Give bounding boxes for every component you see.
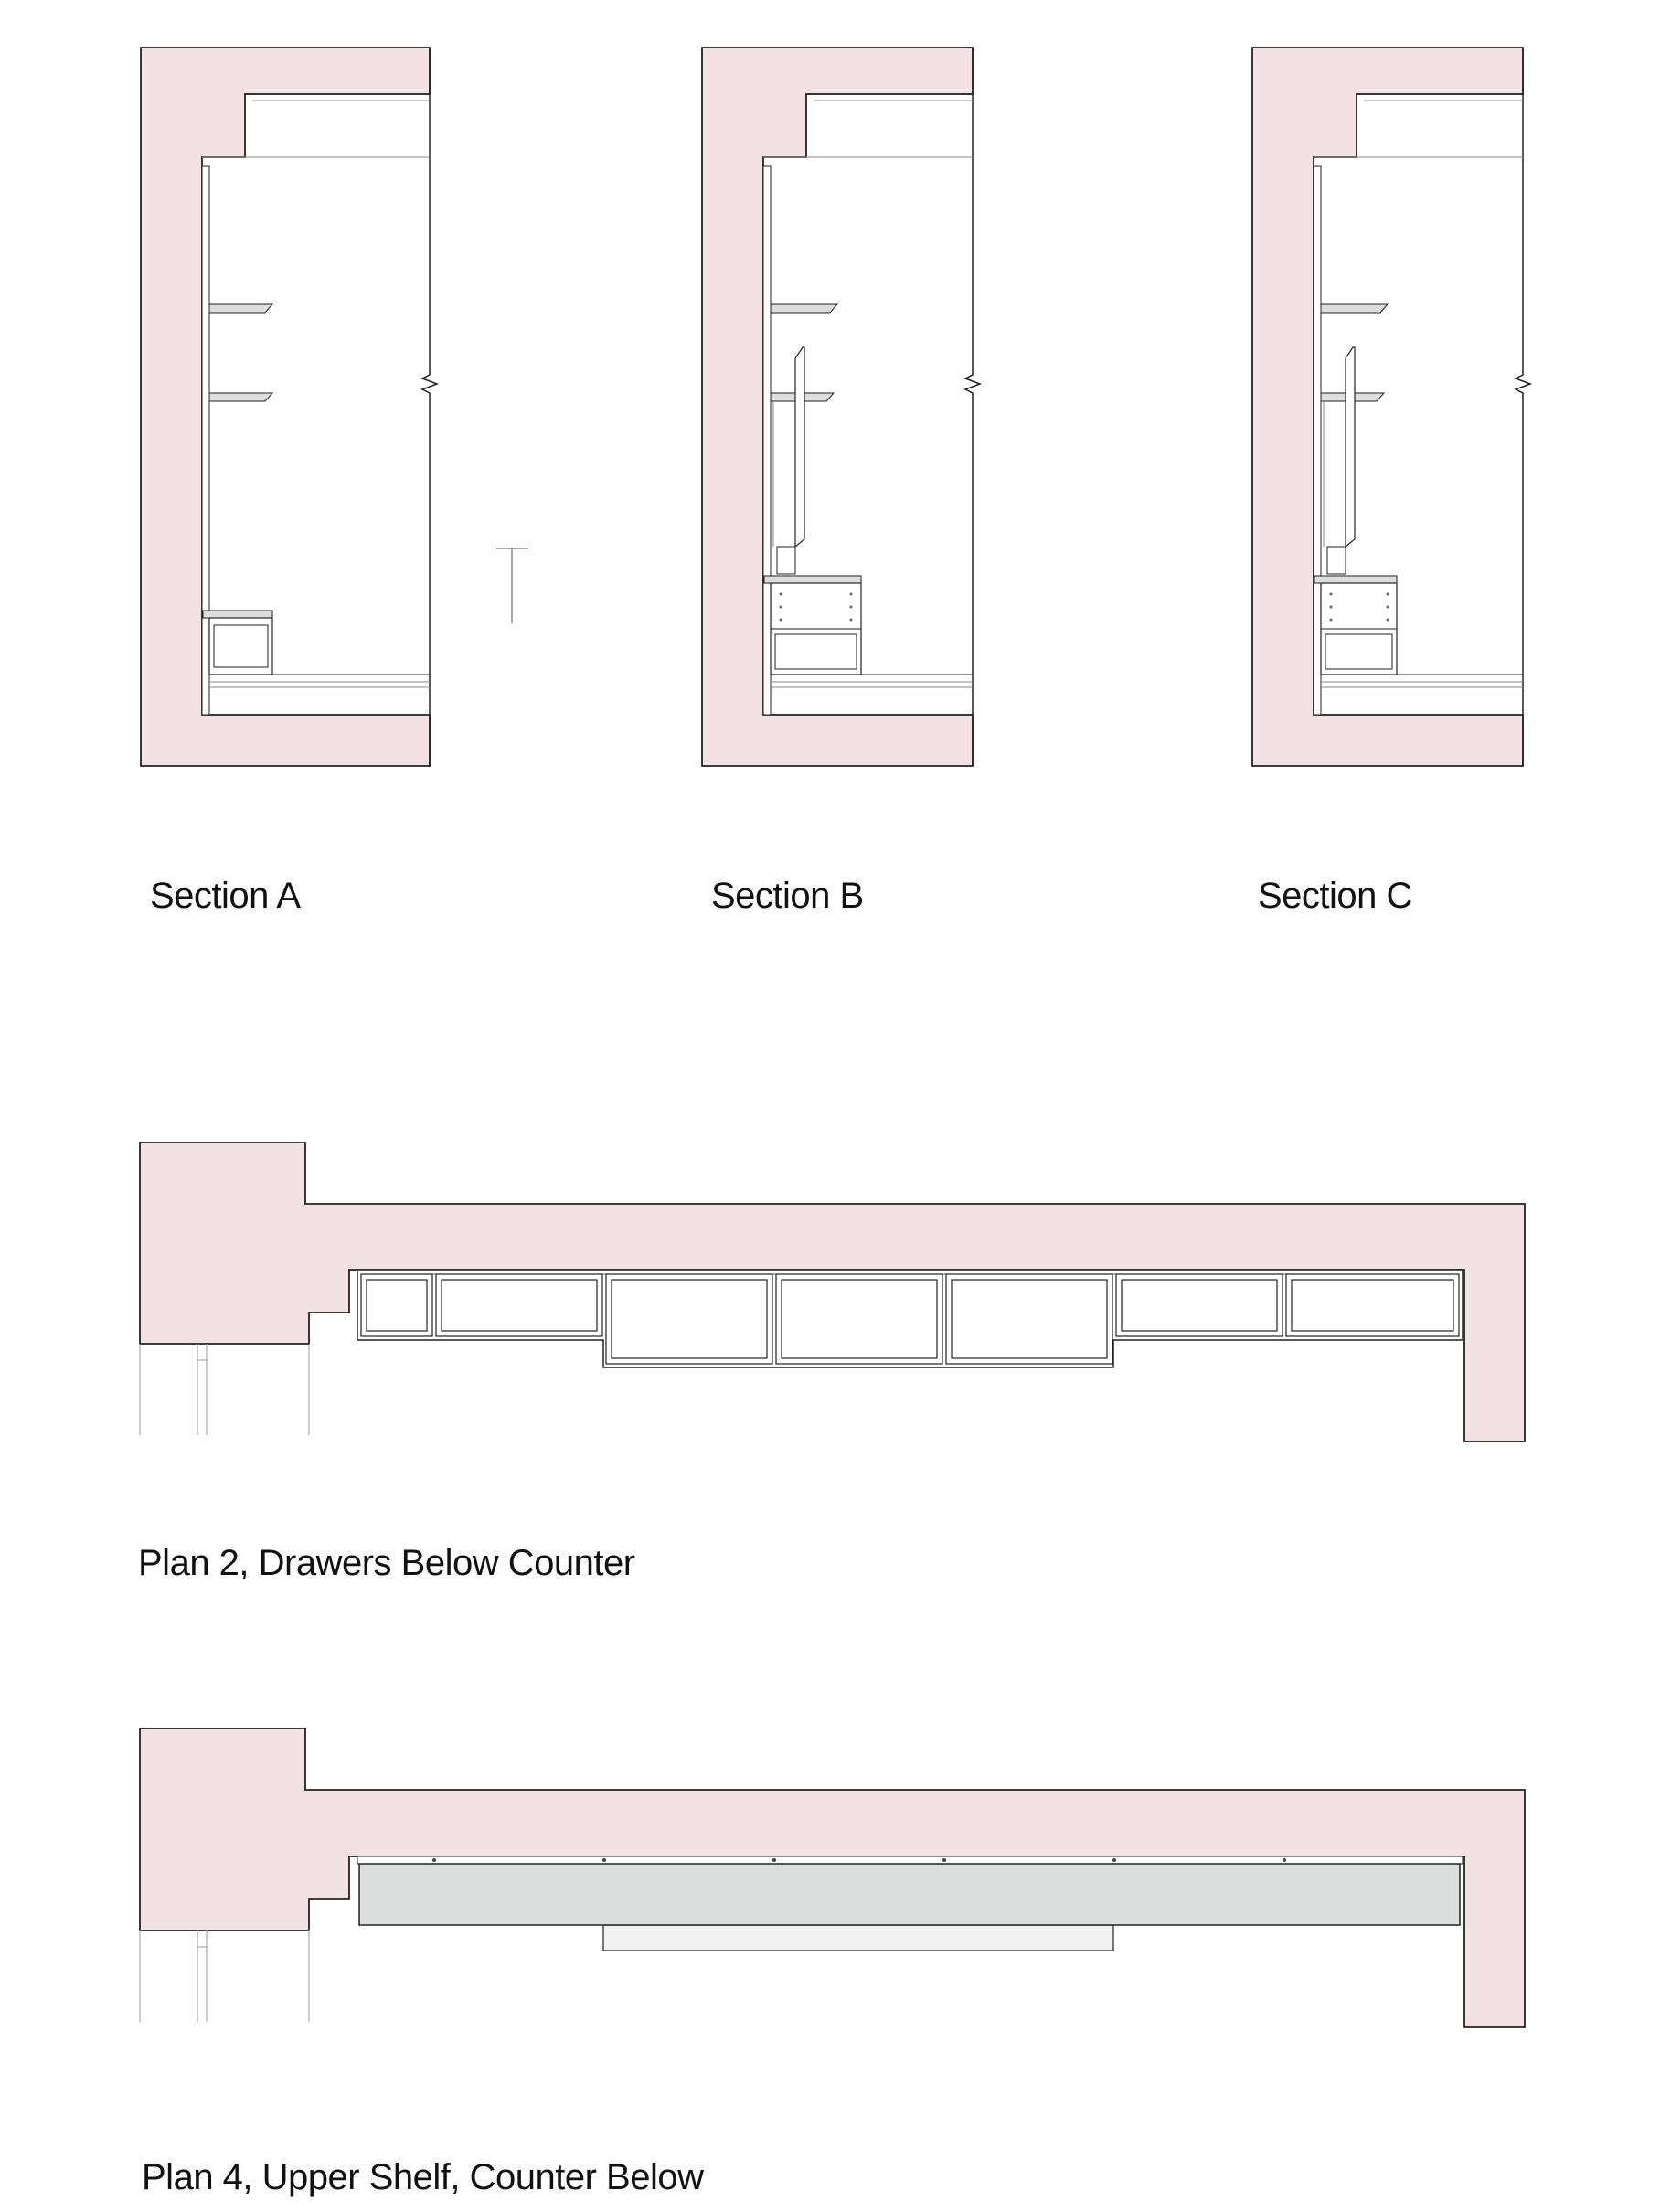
section-a-drawing (141, 48, 437, 766)
plan-2-drawing (140, 1143, 1525, 1441)
plan-4-label: Plan 4, Upper Shelf, Counter Below (142, 2157, 704, 2197)
section-a-label: Section A (150, 876, 301, 916)
section-b-label: Section B (711, 876, 864, 916)
plan-4-drawing (140, 1728, 1525, 2027)
section-a-wall (141, 48, 430, 766)
section-c-label: Section C (1258, 876, 1412, 916)
section-c-drawing (1252, 48, 1530, 766)
section-b-drawing (702, 48, 980, 766)
plan-2-label: Plan 2, Drawers Below Counter (138, 1543, 635, 1583)
section-marker (496, 548, 528, 623)
